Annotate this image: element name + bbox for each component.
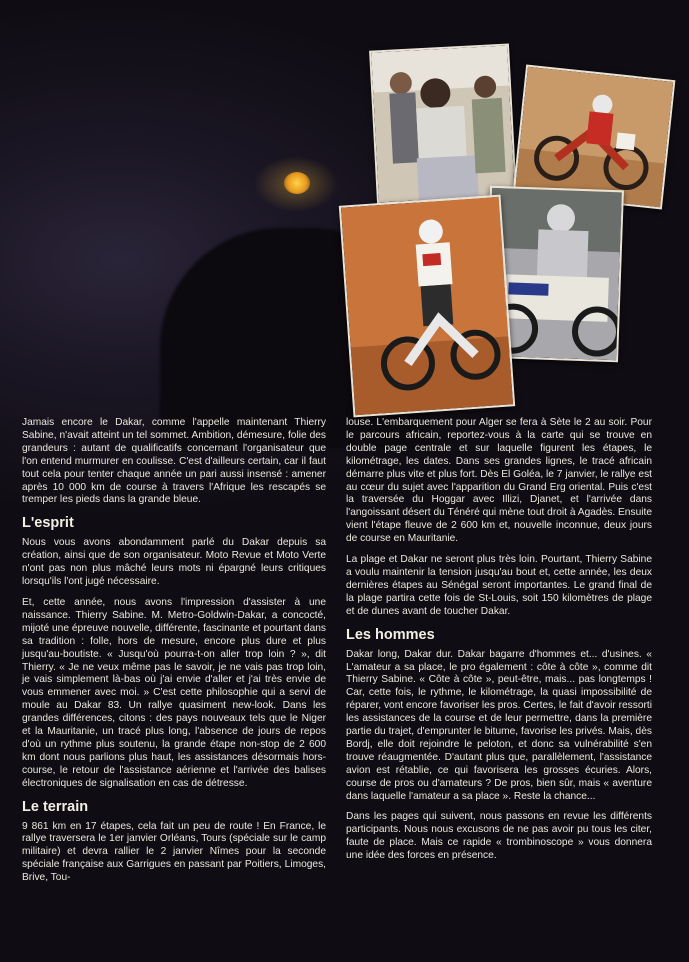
paragraph: Dans les pages qui suivent, nous passons en revue les différents participants. Nous nous excusons de ne pas avoir pu tous les citer, faute de place. Mais ce rapide « trombinoscope » vous donnera une idée des forces en présence. bbox=[346, 811, 652, 862]
paragraph: louse. L'embarquement pour Alger se fera à Sète le 2 au soir. Pour le parcours africain, reportez-vous à la carte qui se trouve en double page centrale et sur laquelle figurent les étapes, le kilométrage, les dates. Dans ses grandes lignes, le tracé africain démarre plus vite et plus fort. Dès El Goléa, le 7 janvier, le rallye est au cœur du sujet avec l'apparition du Grand Erg oriental. Puis c'est la traversée du Hoggar avec Illizi, Djanet, et l'arrivée dans l'angoissant désert du Ténéré qui mène tout droit à Agadès. Ensuite vient l'étape fleuve de 2 600 km et, nouvelle inconnue, deux jours de course en Mauritanie. bbox=[346, 417, 652, 545]
heading-hommes: Les hommes bbox=[346, 626, 435, 643]
paragraph: Nous vous avons abondamment parlé du Dakar depuis sa création, ainsi que de son organisateur. Moto Revue et Moto Verte n'ont pas non plus mâché leurs mots ni épargné leurs critiques lorsqu'ils l'ont jugé nécessaire. bbox=[22, 537, 326, 588]
heading-esprit: L'esprit bbox=[22, 515, 74, 532]
paragraph: 9 861 km en 17 étapes, cela fait un peu de route ! En France, le rallye traversera le 1er janvier Orléans, Tours (spéciale sur le camp militaire) et devra rallier le 2 janvier Nîmes pour la seconde spéciale française aux Garrigues en passant par Poitiers, Limoges, Brive, Tou- bbox=[22, 820, 326, 884]
heading-terrain: Le terrain bbox=[22, 798, 89, 815]
light-spot bbox=[284, 172, 310, 194]
intro-paragraph: Jamais encore le Dakar, comme l'appelle maintenant Thierry Sabine, n'avait atteint un tel sommet. Ambition, démesure, folie des grandeurs : autant de qualificatifs concernant l'organisateur que l'on entend murmurer en coulisse. C'est d'ailleurs certain, car il faut tout cela pour tenter chaque année un pari aussi insensé : amener après 10 000 km de course à travers l'Afrique les rescapés se tremper les pieds dans la grande bleue. bbox=[22, 417, 326, 506]
text-column-right bbox=[346, 417, 652, 871]
team-photo bbox=[369, 43, 517, 204]
paragraph: Dakar long, Dakar dur. Dakar bagarre d'hommes et... d'usines. « L'amateur a sa place, le pro également : côte à côte », comme dit Thierry Sabine. « Côte à côte », peut-être, mais... pas longtemps ! Car, cette fois, le rythme, le kilométrage, la quasi impossibilité de réparer, vont encore favoriser les pros. Certes, le fait d'avoir ressorti les assistances de la course et de leur permettre, dans la première partie du trajet, d'emprunter le bitume, favorise les privés. Mais, dès Bordj, elle doit rejoindre le peloton, et donc sa vulnérabilité s'en trouve réaugmentée. D'autant plus que, parallèlement, l'assistance avion est rétablie, ce qui favorisera les grosses écuries. Alors, course de pros ou d'amateurs ? De pros, bien sûr, mais « aventure dans laquelle l'amateur a sa place ». Reste la chance... bbox=[346, 648, 652, 802]
paragraph: La plage et Dakar ne seront plus très loin. Pourtant, Thierry Sabine a voulu maintenir la tension jusqu'au bout et, cette année, les deux dernières étapes au Sénégal seront importantes. Le grand final de la plage partira cette fois de St-Louis, soit 150 kilomètres de plage et de dunes avant de toucher Dakar. bbox=[346, 554, 652, 617]
text-column-left bbox=[22, 417, 326, 885]
paragraph: Et, cette année, nous avons l'impression d'assister à une naissance. Thierry Sabine. M. Metro-Goldwin-Dakar, a concocté, mijoté une épreuve nouvelle, différente, fascinante et pourtant dans sa tradition : folle, hors de mesure, encore plus dure et plus jusqu'au-boutiste. « Jusqu'où pourra-t-on aller trop loin ? », dit Thierry. « Je ne veux même pas le savoir, je ne vais pas trop loin, je vais simplement là-bas où j'ai envie d'aller et j'ai très envie de vous emmener avec moi. » C'est cette philosophie qui a servi de moule au Dakar 83. Un rallye quasiment new-look. Dans les grandes différences, citons : des pays nouveaux tels que le Niger et la Mauritanie, un tracé plus long, l'absence de jours de repos d'où un rythme plus soutenu, la grande étape non-stop de 2 600 km dont nous parlions plus haut, les assistances désormais hors-course, le retour de l'assistance aérienne et l'arrivée des balises électroniques de signalisation en cas de détresse. bbox=[22, 596, 326, 789]
rider-photo bbox=[339, 195, 515, 418]
